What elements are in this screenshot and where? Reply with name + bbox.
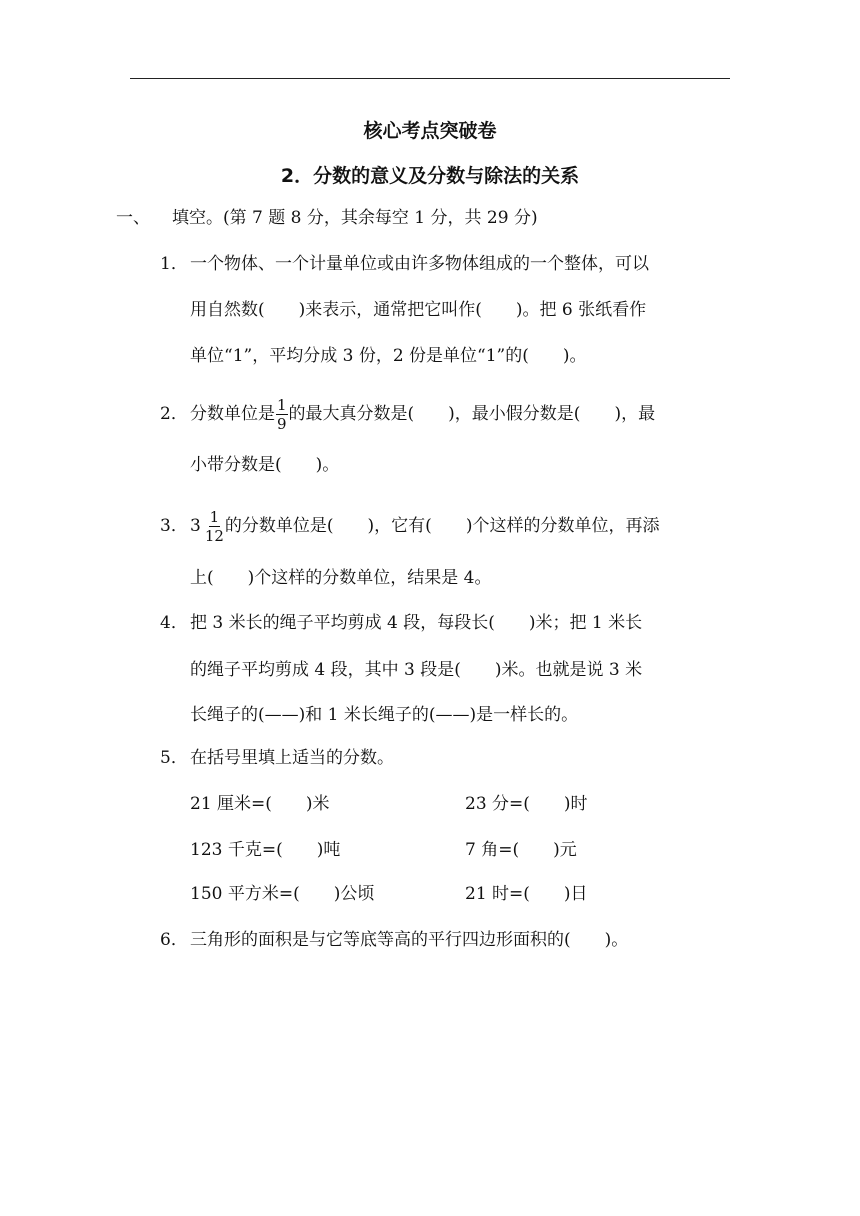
q5-number: 5． [160,748,188,768]
q3-text-line2: 上( )个这样的分数单位，结果是 4。 [190,568,492,588]
q2-post: 的最大真分数是( )，最小假分数是( )，最 [288,404,656,424]
q4-text-line2: 的绳子平均剪成 4 段，其中 3 段是( )米。也就是说 3 米 [190,660,643,680]
q6-number: 6． [160,930,188,950]
q2-frac-denominator: 9 [277,415,287,433]
q3-whole: 3 [190,516,201,536]
q5-intro: 在括号里填上适当的分数。 [190,748,394,768]
q1-text-line1: 一个物体、一个计量单位或由许多物体组成的一个整体，可以 [190,254,649,274]
q1-number: 1． [160,254,188,274]
q5-item: 21 时=( )日 [465,884,588,904]
page-subtitle: 2．分数的意义及分数与除法的关系 [280,165,580,187]
q4-text-line1: 把 3 米长的绳子平均剪成 4 段，每段长( )米；把 1 米长 [190,613,643,633]
q2-pre: 分数单位是 [190,404,275,424]
q2-text-line2: 小带分数是( )。 [190,455,340,475]
q5-item: 23 分=( )时 [465,794,588,814]
section-heading [116,206,538,230]
q2-number: 2． [160,404,188,424]
q1-text-line2: 用自然数( )来表示，通常把它叫作( )。把 6 张纸看作 [190,300,647,320]
q5-item: 150 平方米=( )公顷 [190,884,375,904]
section-marker: 一、 [116,208,150,228]
top-rule [130,78,730,79]
q3-frac-numerator: 1 [209,508,220,526]
q3-post: 的分数单位是( )，它有( )个这样的分数单位，再添 [224,516,660,536]
q5-item: 7 角=( )元 [465,840,577,860]
q3-fraction [205,508,224,545]
q2-line1 [160,396,655,433]
q2-fraction [276,396,288,433]
q4-line1 [160,611,642,635]
page-title: 核心考点突破卷 [363,120,497,142]
q4-text-line3: 长绳子的(——)和 1 米长绳子的(——)是一样长的。 [190,705,579,725]
q3-line1 [160,508,659,545]
q5-line1 [160,746,394,770]
q6-text: 三角形的面积是与它等底等高的平行四边形面积的( )。 [190,930,629,950]
q5-item: 21 厘米=( )米 [190,794,330,814]
q1-text-line3: 单位“1”，平均分成 3 份，2 份是单位“1”的( )。 [190,346,587,366]
q5-item: 123 千克=( )吨 [190,840,341,860]
q6-line1 [160,928,628,952]
q1-line1 [160,252,649,276]
q2-frac-numerator: 1 [277,396,287,414]
section-heading-text: 填空。(第 7 题 8 分，其余每空 1 分，共 29 分) [172,208,538,228]
q4-number: 4． [160,613,188,633]
q3-number: 3． [160,516,188,536]
q3-frac-denominator: 12 [204,527,224,545]
